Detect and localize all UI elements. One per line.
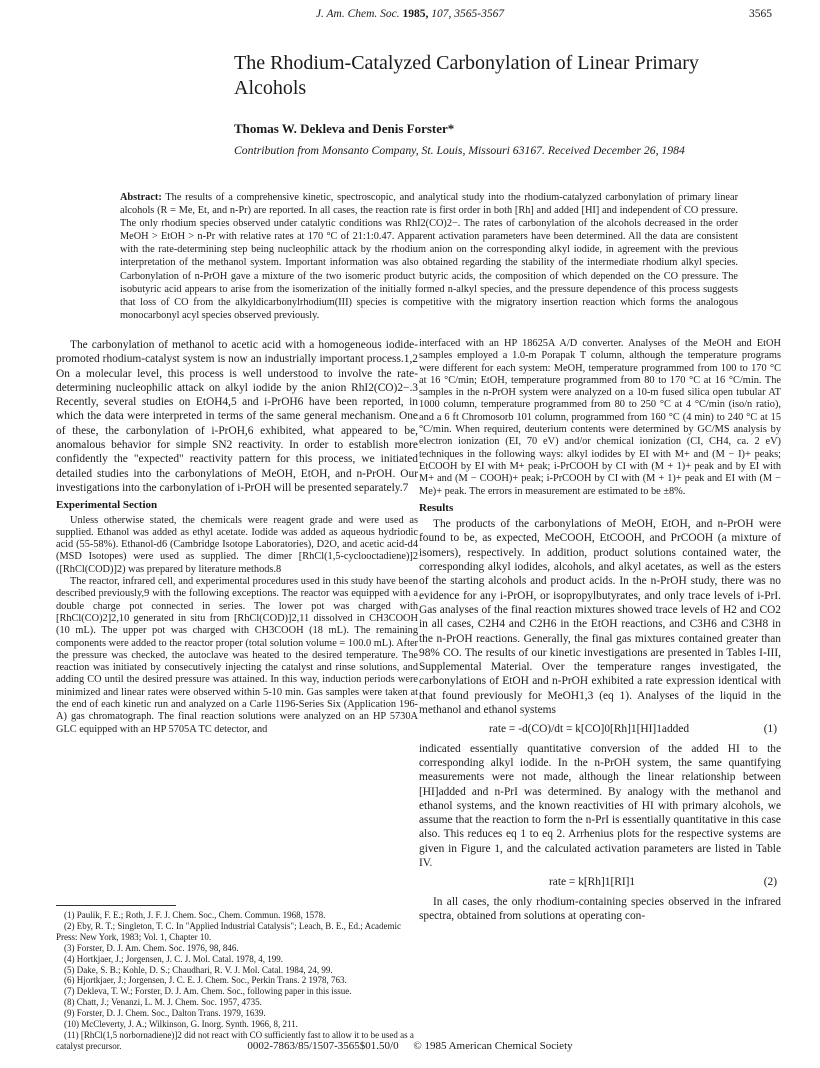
abstract-label: Abstract: — [120, 192, 162, 203]
abstract-text: The results of a comprehensive kinetic, spectroscopic, and analytical study into the rhodium-catalyzed carbonylation of primary linear alcohols (R = Me, Et, and n-Pr) are reported. In all cases, the reaction rate is first order in both [Rh] and added [HI] and independent of CO pressure. The only rhodium species observed under catalytic conditions was RhI2(CO)2−. The rates of carbonylation of the alcohols decreased in the order MeOH > EtOH > n-Pr with relative rates at 170 °C of 21:1:0.47. Apparent activation parameters have been determined. All the data are consistent with the rate-determining step being nucleophilic attack by the rhodium anion on the corresponding alkyl iodide, in agreement with the previous interpretation of the methanol system. Important information was also obtained regarding the stability of the intermediate rhodium alkyl species. Carbonylation of n-PrOH gave a mixture of the two isomeric product butyric acids, the composition of which depended on the CO pressure. The isobutyric acid appears to arise from the isomerization of the initially formed n-alkyl species, and the pressure dependence of this process suggests that loss of CO from the alkyldicarbonylrhodium(III) species is competitive with the migratory insertion reaction which forms the analogous monocarbonyl acyl species observed previously. — [120, 192, 739, 321]
results-paragraph-1: The products of the carbonylations of MeOH, EtOH, and n-PrOH were found to be, as expected, MeCOOH, EtCOOH, and PrCOOH (a mixture of isomers), respectively. In addition, product solutions contained water, the corresponding alkyl iodides, alcohols, and alkyl acetates, as well as the esters of the starting alcohols and product acids. In the n-PrOH study, there was no evidence for any i-PrOH, or isopropylbutyrates, and only trace levels of i-PrI. Gas analyses of the final reaction mixtures showed trace levels of H2 and CO2 in all cases, C2H4 and C2H6 in the EtOH reactions, and C3H6 and C3H8 in the n-PrOH reactions. Generally, the final gas mixtures contained greater than 98% CO. The results of our kinetic investigations are presented in Tables I-III, Supplemental Material. Over the temperature ranges investigated, the carbonylations of EtOH and n-PrOH exhibited a rate expression identical with that found previously for MeOH1,3 (eq 1). Analyses of the liquid in the methanol and ethanol systems — [419, 518, 781, 717]
copyright: © 1985 American Chemical Society — [413, 1040, 573, 1052]
paper-authors: Thomas W. Dekleva and Denis Forster* — [234, 121, 455, 136]
right-column — [419, 338, 781, 923]
equation-2-number: (2) — [763, 876, 777, 889]
equation-2 — [419, 875, 781, 889]
abstract — [120, 191, 738, 322]
equation-1-body: rate = -d(CO)/dt = k[CO]0[Rh]1[HI]1added — [489, 723, 690, 736]
intro-paragraph: The carbonylation of methanol to acetic acid with a homogeneous iodide-promoted rhodium-catalyst system is now an industrially important process.1,2 On a molecular level, this process is well understood to involve the rate-determining nucleophilic attack on alkyl iodide by the anion RhI2(CO)2−.3 Recently, several studies on EtOH4,5 and i-PrOH6 have been reported, in which the data were interpreted in terms of the same general mechanism. One of these, the carbonylation of i-PrOH,6 exhibited, what appeared to be, anomalous behavior for simple SN2 reactivity. In order to establish more confidently the "expected" reactivity pattern for this process, we initiated detailed studies into the carbonylations of MeOH, EtOH, and n-PrOH. Our investigations into the carbonylation of i-PrOH will be presented separately.7 — [56, 339, 418, 494]
references — [56, 905, 418, 1052]
reference-item: (5) Dake, S. B.; Kohle, D. S.; Chaudhari, R. V. J. Mol. Catal. 1984, 24, 99. — [64, 964, 333, 975]
experimental-paragraph-continued: interfaced with an HP 18625A A/D converter. Analyses of the MeOH and EtOH samples employed a 1.0-m Porapak T column, although the temperature programs were different for each system: MeOH, temperature programmed from 100 to 170 °C at 16 °C/min; EtOH, temperature programmed from 80 to 170 °C at 16 °C/min. The samples in the n-PrOH system were analyzed on a 10-m fused silica open tubular AT 1000 column, temperature programmed from 80 to 250 °C at 4 °C/min (iso/n ratio), and a 6 ft Chromosorb 101 column, programmed from 160 °C (4 min) to 240 °C at 15 °C/min. When required, deuterium contents were determined by GC/MS analysis by electron ionization (EI, 70 eV) and/or chemical ionization (CI, CH4, ca. 2 eV) techniques in the following ways: alkyl iodides by EI with M+ and (M − I)+ peaks; EtCOOH by EI with M+ peak; i-PrCOOH by CI with (M + 1)+ peak and by EI with M+ and (M − COOH)+ peak; i-PrCOOH by CI with (M + 1)+ peak and EI with (M − Me)+ peak. The errors in measurement are estimated to be ±8%. — [419, 338, 781, 497]
experimental-heading: Experimental Section — [56, 499, 158, 512]
reference-item: (7) Dekleva, T. W.; Forster, D. J. Am. Chem. Soc., following paper in this issue. — [64, 986, 352, 997]
experimental-paragraph-2: The reactor, infrared cell, and experimental procedures used in this study have been described previously,9 with the following exceptions. The reactor was equipped with a double charge pot connected in series. The lower pot was charged with [RhCl(CO)2]2,10 generated in situ from [RhCl(COD)]2,11 dissolved in CH3COOH (10 mL). The upper pot was charged with CH3COOH (18 mL). The remaining components were added to the reactor proper (total solution volume = 100.0 mL). After the pressure was checked, the autoclave was heated to the desired temperature. The reaction was initiated by consecutively injecting the catalyst and rinse solutions, and adding CO until the desired pressure was attained. In this way, induction periods were minimized and linear rates were observed within 5-10 min. Gas samples were taken at the end of each kinetic run and analyzed on a Carle 1196-Series Six (Application 196-A) gas chromatograph. The final reaction solutions were analyzed on an HP 5730A GLC equipped with an HP 5705A TC detector, and — [56, 576, 418, 735]
experimental-paragraph-1: Unless otherwise stated, the chemicals were reagent grade and were used as supplied. Ethanol was added as ethyl acetate. Iodide was added as aqueous hydriodic acid (55-58%). Ethanol-d6 (Cambridge Isotope Laboratories), D2O, and acetic acid-d4 (MSD Isotopes) were used as supplied. The dimer [RhCl(1,5-cyclooctadiene)]2 ([RhCl(COD)]2) was prepared by literature methods.8 — [56, 514, 418, 575]
article-code: 0002-7863/85/1507-3565$01.50/0 — [247, 1040, 399, 1052]
page-number: 3565 — [749, 8, 772, 20]
paper-affiliation: Contribution from Monsanto Company, St. Louis, Missouri 63167. Received December 26, 1984 — [234, 144, 685, 157]
equation-2-body: rate = k[Rh]1[RI]1 — [549, 876, 636, 889]
running-head — [0, 8, 820, 24]
reference-item: (2) Eby, R. T.; Singleton, T. C. In "Applied Industrial Catalysis"; Leach, B. E., Ed.; Academic Press: New York, 1983; Vol. 1, Chapter 10. — [56, 920, 402, 942]
reference-item: (3) Forster, D. J. Am. Chem. Soc. 1976, 98, 846. — [64, 942, 239, 953]
reference-item: (8) Chatt, J.; Venanzi, L. M. J. Chem. Soc. 1957, 4735. — [64, 997, 262, 1008]
reference-item: (6) Hjortkjaer, J.; Jorgensen, J. C. E. J. Chem. Soc., Perkin Trans. 2 1978, 763. — [64, 975, 347, 986]
equation-1 — [419, 722, 781, 736]
equation-1-number: (1) — [763, 723, 777, 736]
results-paragraph-3: In all cases, the only rhodium-containing species observed in the infrared spectra, obtained from solutions at operating con- — [419, 895, 781, 922]
references-rule — [56, 905, 176, 906]
reference-item: (9) Forster, D. J. Chem. Soc., Dalton Trans. 1979, 1639. — [64, 1008, 266, 1019]
paper-title: The Rhodium-Catalyzed Carbonylation of Linear Primary Alcohols — [234, 52, 699, 99]
results-paragraph-2: indicated essentially quantitative conversion of the added HI to the corresponding alkyl iodide. In the n-PrOH system, the same quantifying measurements were not made, although the linear relationship between [HI]added and n-PrI was determined. By analogy with the methanol and ethanol systems, and the known reactivities of HI with primary alcohols, we assume that the reaction to form the n-PrI is essentially quantitative in this case also. This reduces eq 1 to eq 2. Arrhenius plots for the respective systems are given in Figure 1, and the calculated activation parameters are listed in Table IV. — [419, 742, 781, 869]
page-footer — [0, 1040, 820, 1052]
journal-pages: 3565-3567 — [454, 8, 505, 20]
reference-item: (4) Hortkjaer, J.; Jorgensen, J. C. J. Mol. Catal. 1978, 4, 199. — [64, 953, 283, 964]
journal-year: 1985, — [402, 8, 429, 20]
journal-citation — [0, 8, 820, 20]
journal-volume: 107, — [431, 8, 452, 20]
results-heading: Results — [419, 501, 454, 514]
journal-name: J. Am. Chem. Soc. — [315, 8, 400, 20]
reference-item: (1) Paulik, F. E.; Roth, J. F. J. Chem. Soc., Chem. Commun. 1968, 1578. — [64, 910, 326, 920]
reference-item: (11) [RhCl(1,5 norbornadiene)]2 did not react with CO sufficiently fast to allow it to be used as a catalyst precursor. — [56, 1029, 414, 1051]
left-column — [56, 338, 418, 736]
reference-item: (10) McCleverty, J. A.; Wilkinson, G. Inorg. Synth. 1966, 8, 211. — [64, 1019, 298, 1030]
